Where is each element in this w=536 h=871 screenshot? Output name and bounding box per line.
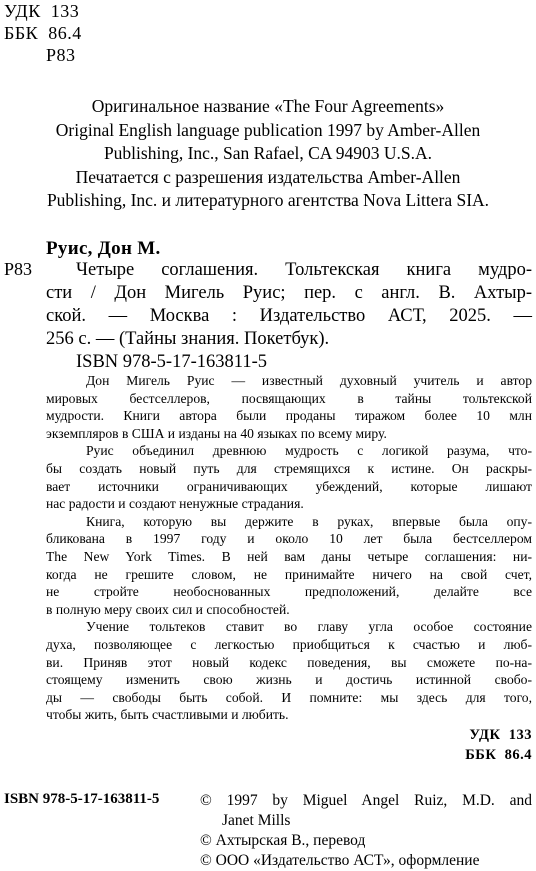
annotation-line: Дон Мигель Руис — известный духовный учитель и автор xyxy=(86,373,532,388)
author-mark-left: Р83 xyxy=(4,259,33,279)
biblio-line: ской. — Москва : Издательство АСТ, 2025. — xyxy=(46,306,532,326)
author-heading: Руис, Дон М. xyxy=(46,238,161,259)
annotation-line: нас радости и создают ненужные страдания. xyxy=(46,496,304,512)
annotation-line: когда не грешите словом, не принимайте ничего на свой счет, xyxy=(46,566,532,582)
udk-value: 133 xyxy=(508,727,532,743)
annotation-line: в полную меру своих сил и способностей. xyxy=(46,601,290,617)
bbk-label: ББК xyxy=(465,747,497,763)
annotation-line: экземпляров в США и изданы на 40 языках по всему миру. xyxy=(46,425,387,441)
annotation-line: вает источники ограничивающих убеждений, которые лишают xyxy=(46,478,532,494)
note-line: Publishing, Inc., San Rafael, CA 94903 U.S.A. xyxy=(103,143,433,163)
annotation-line: Руис объединил древнюю мудрость с логикой разума, что- xyxy=(86,443,532,459)
annotation-line: The New York Times. В ней вам даны четыре соглашения: ни- xyxy=(46,548,532,564)
annotation xyxy=(46,372,532,724)
bibliographic-record xyxy=(46,259,532,374)
annotation-line: бликована в 1997 году и около 10 лет была бестселлером xyxy=(46,531,532,547)
note-line: Publishing, Inc. и литературного агентства Nova Littera SIA. xyxy=(46,190,490,210)
annotation-line: Учение тольтеков ставит во главу угла особое состояние xyxy=(86,619,532,635)
bbk-value: 86.4 xyxy=(48,23,82,43)
annotation-line: мудрости. Книги автора были проданы тиражом более 10 млн xyxy=(46,408,532,424)
note-line: Печатается с разрешения издательства Amber-Allen xyxy=(75,166,461,187)
isbn-line: ISBN 978-5-17-163811-5 xyxy=(76,352,267,372)
copyright-line: © ООО «Издательство АСТ», оформление xyxy=(200,852,480,869)
copyright-line: © 1997 by Miguel Angel Ruiz, M.D. and xyxy=(200,792,532,809)
annotation-line: мировых бестселлеров, посвящающих в тайны тольтекской xyxy=(46,390,532,406)
bbk-code-bottom xyxy=(465,747,532,764)
biblio-line: сти / Дон Мигель Руис; пер. с англ. В. Ахтыр- xyxy=(46,283,532,303)
bbk-label: ББК xyxy=(4,23,39,43)
annotation-line: духа, позволяющее с легкостью приобщиться к счастью и люб- xyxy=(46,636,532,652)
udk-label: УДК xyxy=(469,727,501,743)
biblio-line: 256 с. — (Тайны знания. Покетбук). xyxy=(46,329,330,349)
udk-code xyxy=(4,0,79,22)
udk-code-bottom xyxy=(469,727,532,744)
copyright-block xyxy=(200,791,532,871)
note-line: Оригинальное название «The Four Agreements» xyxy=(91,96,445,116)
annotation-line: ви. Приняв этот новый кодекс поведения, вы сможете по-на- xyxy=(46,654,532,670)
biblio-line: Четыре соглашения. Тольтекская книга мудро- xyxy=(76,260,532,280)
annotation-line: стоящему изменить свою жизнь и достичь истинной свобо- xyxy=(46,672,532,688)
author-mark: Р83 xyxy=(46,45,76,65)
annotation-line: чтобы жить, быть счастливыми и любить. xyxy=(46,707,289,723)
annotation-line: ды — свободы быть собой. И помните: мы здесь для того, xyxy=(46,689,532,705)
udk-label: УДК xyxy=(4,1,41,21)
annotation-line: не стройте необоснованных предположений, делайте все xyxy=(46,584,532,600)
isbn-footer: ISBN 978-5-17-163811-5 xyxy=(4,791,160,807)
udk-value: 133 xyxy=(50,1,80,21)
note-line: Original English language publication 1997 by Amber-Allen xyxy=(55,119,481,140)
copyright-line: © Ахтырская В., перевод xyxy=(200,832,366,849)
annotation-line: Книга, которую вы держите в руках, впервые была опу- xyxy=(86,513,532,529)
bbk-code xyxy=(4,22,82,44)
annotation-line: бы создать новый путь для стремящихся к истине. Он раскры- xyxy=(46,460,532,476)
bbk-value: 86.4 xyxy=(504,747,532,763)
copyright-line: Janet Mills xyxy=(222,812,291,829)
original-title-note xyxy=(0,95,536,213)
